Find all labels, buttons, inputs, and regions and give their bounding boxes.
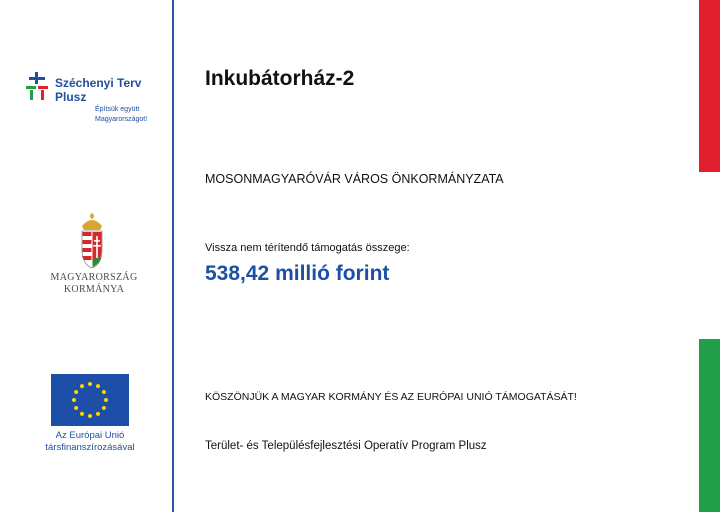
szechenyi-name: Széchenyi Terv: [55, 76, 142, 90]
government-name-line1: MAGYARORSZÁG: [50, 272, 138, 283]
government-name-line2: KORMÁNYA: [63, 284, 125, 295]
szechenyi-cross-icon: [26, 72, 48, 102]
eu-caption-line1: Az Európai Unió: [55, 430, 125, 441]
government-name: [44, 272, 144, 296]
government-logo: [44, 212, 144, 302]
vertical-divider: [172, 0, 174, 512]
szechenyi-plus: Plusz: [55, 90, 87, 104]
hungarian-coat-of-arms-icon: [76, 212, 108, 270]
project-title: Inkubátorház-2: [205, 67, 355, 90]
eu-caption-line2: társfinanszírozásával: [45, 442, 135, 453]
beneficiary-name: MOSONMAGYARÓVÁR VÁROS ÖNKORMÁNYZATA: [205, 172, 504, 186]
thanks-text: KÖSZÖNJÜK A MAGYAR KORMÁNY ÉS AZ EURÓPAI UNIÓ TÁMOGATÁSÁT!: [205, 391, 577, 403]
eu-logo: [35, 374, 160, 454]
logo-column: [0, 0, 172, 512]
grant-amount: 538,42 millió forint: [205, 262, 390, 285]
flag-stripe-red: [699, 0, 720, 172]
flag-stripe-green: [699, 339, 720, 512]
eu-caption: [35, 430, 145, 454]
eu-flag-icon: [51, 374, 129, 426]
grant-amount-label: Vissza nem térítendő támogatás összege:: [205, 242, 410, 254]
szechenyi-terv-logo: [26, 72, 166, 128]
program-name: Terület- és Településfejlesztési Operatív Program Plusz: [205, 440, 487, 452]
szechenyi-slogan: Építsük együtt Magyarországot!: [95, 106, 148, 123]
